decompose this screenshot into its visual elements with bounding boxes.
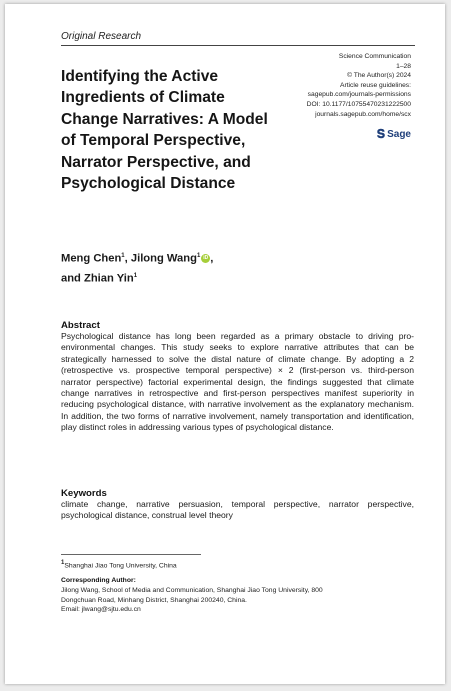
sage-s-icon: 𝐒: [376, 127, 386, 141]
corresponding-author-details: [61, 586, 391, 615]
publisher-logo: [377, 128, 411, 140]
journal-name: Science Communication: [338, 53, 411, 60]
article-title: Identifying the Active Ingredients of Climate Change Narratives: A Model of Temporal Perspective, Narrator Perspective, and Psychological Distance: [61, 68, 268, 193]
affiliation-marker: 1: [61, 560, 65, 566]
article-type: Original Research: [61, 31, 142, 42]
corr-address-line: Dongchuan Road, Minhang District, Shanghai 200240, China.: [61, 596, 247, 604]
journal-home-link[interactable]: journals.sagepub.com/home/scx: [315, 110, 411, 118]
abstract-heading: Abstract: [61, 320, 100, 331]
affiliation-marker: 1: [121, 253, 125, 259]
author-name[interactable]: Jilong Wang: [130, 252, 197, 265]
separator: ,: [124, 252, 131, 265]
journal-meta: [251, 52, 411, 119]
affiliation-marker: 1: [133, 272, 138, 279]
footnote-rule: [61, 554, 201, 555]
publisher-name: Sage: [387, 128, 411, 140]
author-name[interactable]: Meng Chen: [61, 252, 122, 265]
author-list: [61, 248, 291, 287]
header-rule: [61, 45, 415, 46]
affiliation-marker: 1: [196, 253, 201, 259]
separator: ,: [210, 252, 214, 265]
reuse-link[interactable]: sagepub.com/journals-permissions: [307, 91, 411, 99]
orcid-icon[interactable]: iD: [203, 255, 209, 262]
conjunction: and: [61, 272, 84, 285]
abstract-text: Psychological distance has long been regarded as a primary obstacle to driving pro-environmental changes. This study seeks to explore narrative attributes that can be strategically harnessed to solve the distal nature of climate change. By adopting a 2 (retrospective vs. prospective temporal perspective) × 2 (first-person vs. third-person narrator perspective) factorial experimental design, the findings suggested that climate change narratives in retrospective and first-person perspectives manifest superiority in reducing psychological distance, with narrative involvement as the explanatory mechanism. In addition, the two forms of narrative involvement, namely transportation and identification, play distinct roles in addressing various types of psychological distance.: [61, 331, 414, 433]
copyright: © The Author(s) 2024: [347, 72, 411, 80]
article-page: [5, 4, 445, 684]
keywords-heading: Keywords: [61, 488, 107, 499]
affiliation-text: Shanghai Jiao Tong University, China: [64, 562, 177, 570]
corr-email[interactable]: Email: jlwang@sjtu.edu.cn: [61, 606, 141, 613]
reuse-label: Article reuse guidelines:: [340, 81, 411, 89]
keywords-text: climate change, narrative persuasion, temporal perspective, narrator perspective, psychological distance, construal level theory: [61, 499, 414, 521]
affiliation-footnote: [61, 560, 177, 569]
corresponding-author-heading: Corresponding Author:: [61, 577, 136, 584]
page-range: 1–28: [396, 62, 411, 70]
doi[interactable]: DOI: 10.1177/10755470231222500: [306, 100, 411, 108]
author-name[interactable]: Zhian Yin: [84, 272, 134, 285]
corr-address-line: Jilong Wang, School of Media and Communication, Shanghai Jiao Tong University, 800: [61, 587, 323, 594]
